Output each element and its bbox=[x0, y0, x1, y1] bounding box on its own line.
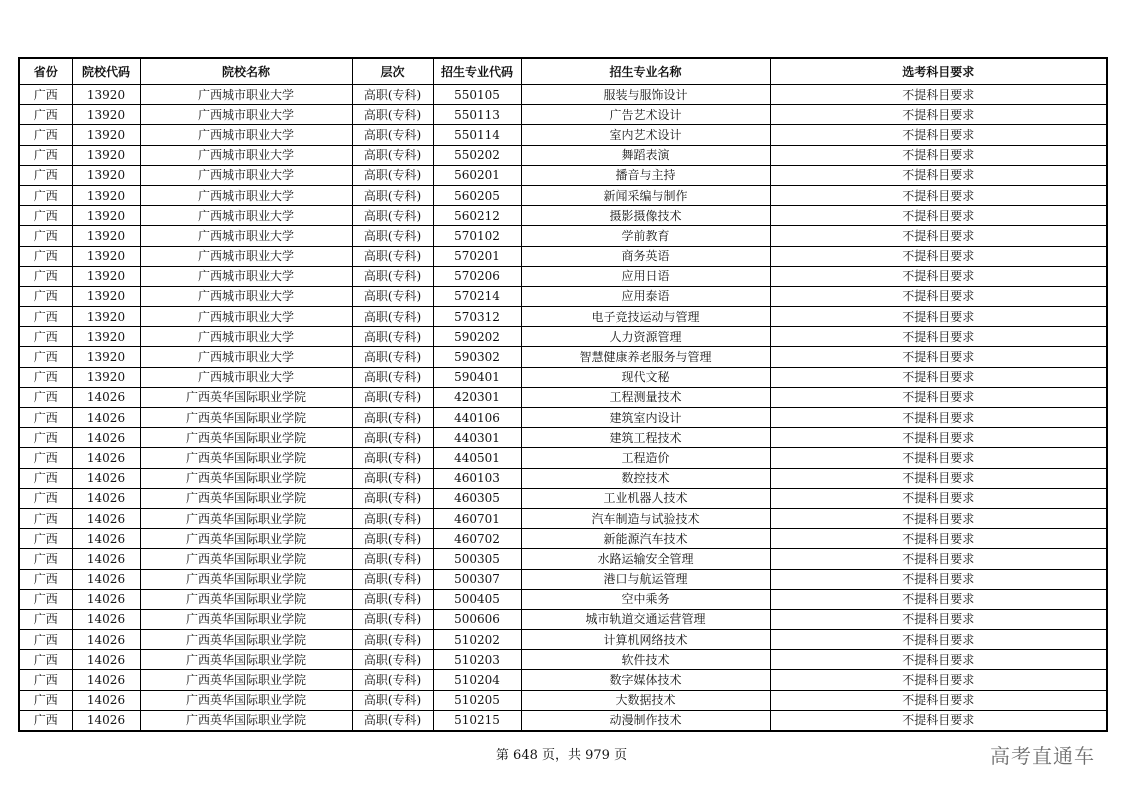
cell-school-name: 广西城市职业大学 bbox=[140, 145, 352, 165]
cell-subject-requirement: 不提科目要求 bbox=[770, 226, 1107, 246]
cell-province: 广西 bbox=[19, 710, 72, 731]
table-row bbox=[19, 347, 1107, 367]
cell-subject-requirement: 不提科目要求 bbox=[770, 286, 1107, 306]
cell-school-name: 广西英华国际职业学院 bbox=[140, 529, 352, 549]
cell-major-code: 460103 bbox=[433, 468, 521, 488]
cell-subject-requirement: 不提科目要求 bbox=[770, 589, 1107, 609]
cell-major-code: 590202 bbox=[433, 327, 521, 347]
cell-subject-requirement: 不提科目要求 bbox=[770, 549, 1107, 569]
cell-major-code: 570102 bbox=[433, 226, 521, 246]
header-level: 层次 bbox=[352, 58, 433, 85]
cell-level: 高职(专科) bbox=[352, 468, 433, 488]
cell-province: 广西 bbox=[19, 105, 72, 125]
cell-major-code: 510202 bbox=[433, 630, 521, 650]
cell-major-code: 570312 bbox=[433, 307, 521, 327]
cell-level: 高职(专科) bbox=[352, 307, 433, 327]
cell-major-code: 500606 bbox=[433, 609, 521, 629]
cell-level: 高职(专科) bbox=[352, 630, 433, 650]
cell-major-name: 电子竞技运动与管理 bbox=[521, 307, 770, 327]
cell-major-name: 舞蹈表演 bbox=[521, 145, 770, 165]
cell-major-code: 550202 bbox=[433, 145, 521, 165]
cell-school-code: 14026 bbox=[72, 468, 140, 488]
cell-subject-requirement: 不提科目要求 bbox=[770, 125, 1107, 145]
header-major-name: 招生专业名称 bbox=[521, 58, 770, 85]
cell-major-code: 440301 bbox=[433, 428, 521, 448]
table-row bbox=[19, 569, 1107, 589]
cell-school-name: 广西城市职业大学 bbox=[140, 327, 352, 347]
cell-school-code: 13920 bbox=[72, 327, 140, 347]
cell-province: 广西 bbox=[19, 589, 72, 609]
cell-subject-requirement: 不提科目要求 bbox=[770, 85, 1107, 105]
cell-major-name: 室内艺术设计 bbox=[521, 125, 770, 145]
cell-subject-requirement: 不提科目要求 bbox=[770, 468, 1107, 488]
cell-subject-requirement: 不提科目要求 bbox=[770, 367, 1107, 387]
cell-level: 高职(专科) bbox=[352, 710, 433, 731]
cell-major-code: 590401 bbox=[433, 367, 521, 387]
cell-level: 高职(专科) bbox=[352, 286, 433, 306]
cell-major-code: 420301 bbox=[433, 387, 521, 407]
cell-major-name: 港口与航运管理 bbox=[521, 569, 770, 589]
cell-school-name: 广西英华国际职业学院 bbox=[140, 428, 352, 448]
header-school-code: 院校代码 bbox=[72, 58, 140, 85]
table-row bbox=[19, 165, 1107, 185]
header-major-code: 招生专业代码 bbox=[433, 58, 521, 85]
page-number: 第 648 页，共 979 页 bbox=[495, 748, 628, 763]
cell-level: 高职(专科) bbox=[352, 408, 433, 428]
cell-province: 广西 bbox=[19, 286, 72, 306]
cell-province: 广西 bbox=[19, 428, 72, 448]
cell-major-name: 数字媒体技术 bbox=[521, 670, 770, 690]
cell-school-code: 13920 bbox=[72, 125, 140, 145]
cell-subject-requirement: 不提科目要求 bbox=[770, 387, 1107, 407]
cell-level: 高职(专科) bbox=[352, 569, 433, 589]
cell-major-code: 550105 bbox=[433, 85, 521, 105]
cell-major-name: 播音与主持 bbox=[521, 165, 770, 185]
cell-school-name: 广西英华国际职业学院 bbox=[140, 670, 352, 690]
cell-level: 高职(专科) bbox=[352, 529, 433, 549]
cell-province: 广西 bbox=[19, 630, 72, 650]
cell-major-code: 560212 bbox=[433, 206, 521, 226]
cell-school-code: 14026 bbox=[72, 549, 140, 569]
cell-subject-requirement: 不提科目要求 bbox=[770, 690, 1107, 710]
cell-level: 高职(专科) bbox=[352, 549, 433, 569]
cell-subject-requirement: 不提科目要求 bbox=[770, 105, 1107, 125]
cell-school-code: 13920 bbox=[72, 307, 140, 327]
cell-major-name: 工程造价 bbox=[521, 448, 770, 468]
cell-province: 广西 bbox=[19, 650, 72, 670]
cell-subject-requirement: 不提科目要求 bbox=[770, 529, 1107, 549]
cell-province: 广西 bbox=[19, 670, 72, 690]
cell-province: 广西 bbox=[19, 367, 72, 387]
cell-major-code: 510204 bbox=[433, 670, 521, 690]
cell-school-code: 13920 bbox=[72, 85, 140, 105]
cell-major-name: 智慧健康养老服务与管理 bbox=[521, 347, 770, 367]
cell-school-code: 14026 bbox=[72, 508, 140, 528]
cell-major-name: 人力资源管理 bbox=[521, 327, 770, 347]
cell-major-name: 汽车制造与试验技术 bbox=[521, 508, 770, 528]
cell-school-code: 14026 bbox=[72, 670, 140, 690]
cell-level: 高职(专科) bbox=[352, 85, 433, 105]
cell-province: 广西 bbox=[19, 690, 72, 710]
cell-school-name: 广西城市职业大学 bbox=[140, 266, 352, 286]
cell-school-code: 14026 bbox=[72, 630, 140, 650]
cell-school-code: 13920 bbox=[72, 266, 140, 286]
cell-major-name: 建筑工程技术 bbox=[521, 428, 770, 448]
cell-major-name: 商务英语 bbox=[521, 246, 770, 266]
cell-level: 高职(专科) bbox=[352, 226, 433, 246]
cell-school-name: 广西英华国际职业学院 bbox=[140, 589, 352, 609]
cell-major-name: 工业机器人技术 bbox=[521, 488, 770, 508]
cell-subject-requirement: 不提科目要求 bbox=[770, 266, 1107, 286]
table-row bbox=[19, 266, 1107, 286]
cell-school-name: 广西英华国际职业学院 bbox=[140, 650, 352, 670]
cell-level: 高职(专科) bbox=[352, 367, 433, 387]
table-row bbox=[19, 690, 1107, 710]
cell-subject-requirement: 不提科目要求 bbox=[770, 488, 1107, 508]
cell-subject-requirement: 不提科目要求 bbox=[770, 569, 1107, 589]
table-row bbox=[19, 327, 1107, 347]
cell-major-name: 空中乘务 bbox=[521, 589, 770, 609]
cell-subject-requirement: 不提科目要求 bbox=[770, 710, 1107, 731]
cell-province: 广西 bbox=[19, 165, 72, 185]
table-row bbox=[19, 488, 1107, 508]
table-row bbox=[19, 710, 1107, 731]
header-province: 省份 bbox=[19, 58, 72, 85]
cell-major-name: 新闻采编与制作 bbox=[521, 185, 770, 205]
cell-province: 广西 bbox=[19, 529, 72, 549]
cell-major-name: 应用日语 bbox=[521, 266, 770, 286]
cell-major-code: 460305 bbox=[433, 488, 521, 508]
table-row bbox=[19, 226, 1107, 246]
cell-school-name: 广西英华国际职业学院 bbox=[140, 549, 352, 569]
cell-province: 广西 bbox=[19, 266, 72, 286]
table-row bbox=[19, 549, 1107, 569]
header-subject-requirement: 选考科目要求 bbox=[770, 58, 1107, 85]
watermark: 高考直通车 bbox=[990, 744, 1095, 768]
cell-school-code: 13920 bbox=[72, 145, 140, 165]
table-row bbox=[19, 609, 1107, 629]
cell-subject-requirement: 不提科目要求 bbox=[770, 448, 1107, 468]
cell-subject-requirement: 不提科目要求 bbox=[770, 650, 1107, 670]
cell-school-name: 广西英华国际职业学院 bbox=[140, 488, 352, 508]
cell-province: 广西 bbox=[19, 549, 72, 569]
cell-subject-requirement: 不提科目要求 bbox=[770, 165, 1107, 185]
cell-province: 广西 bbox=[19, 347, 72, 367]
cell-level: 高职(专科) bbox=[352, 105, 433, 125]
cell-major-name: 工程测量技术 bbox=[521, 387, 770, 407]
cell-major-code: 550114 bbox=[433, 125, 521, 145]
cell-school-name: 广西英华国际职业学院 bbox=[140, 630, 352, 650]
cell-major-code: 500305 bbox=[433, 549, 521, 569]
cell-major-code: 460702 bbox=[433, 529, 521, 549]
cell-major-code: 460701 bbox=[433, 508, 521, 528]
cell-school-code: 14026 bbox=[72, 690, 140, 710]
table-row bbox=[19, 125, 1107, 145]
cell-school-code: 14026 bbox=[72, 488, 140, 508]
table-row bbox=[19, 650, 1107, 670]
cell-level: 高职(专科) bbox=[352, 488, 433, 508]
cell-school-code: 14026 bbox=[72, 428, 140, 448]
cell-major-name: 大数据技术 bbox=[521, 690, 770, 710]
cell-major-code: 570214 bbox=[433, 286, 521, 306]
cell-subject-requirement: 不提科目要求 bbox=[770, 670, 1107, 690]
cell-school-name: 广西英华国际职业学院 bbox=[140, 448, 352, 468]
cell-level: 高职(专科) bbox=[352, 125, 433, 145]
cell-province: 广西 bbox=[19, 609, 72, 629]
cell-major-name: 学前教育 bbox=[521, 226, 770, 246]
cell-major-code: 440106 bbox=[433, 408, 521, 428]
cell-level: 高职(专科) bbox=[352, 448, 433, 468]
table-row bbox=[19, 508, 1107, 528]
cell-school-code: 14026 bbox=[72, 529, 140, 549]
table-row bbox=[19, 145, 1107, 165]
cell-major-name: 软件技术 bbox=[521, 650, 770, 670]
cell-subject-requirement: 不提科目要求 bbox=[770, 508, 1107, 528]
cell-major-code: 500307 bbox=[433, 569, 521, 589]
cell-subject-requirement: 不提科目要求 bbox=[770, 246, 1107, 266]
cell-subject-requirement: 不提科目要求 bbox=[770, 428, 1107, 448]
table-row bbox=[19, 105, 1107, 125]
cell-level: 高职(专科) bbox=[352, 428, 433, 448]
cell-major-code: 570201 bbox=[433, 246, 521, 266]
cell-major-code: 560205 bbox=[433, 185, 521, 205]
table-row bbox=[19, 529, 1107, 549]
cell-school-code: 13920 bbox=[72, 367, 140, 387]
cell-school-name: 广西城市职业大学 bbox=[140, 307, 352, 327]
cell-level: 高职(专科) bbox=[352, 347, 433, 367]
cell-subject-requirement: 不提科目要求 bbox=[770, 408, 1107, 428]
cell-school-name: 广西英华国际职业学院 bbox=[140, 468, 352, 488]
cell-level: 高职(专科) bbox=[352, 670, 433, 690]
table-row bbox=[19, 630, 1107, 650]
cell-major-code: 570206 bbox=[433, 266, 521, 286]
cell-province: 广西 bbox=[19, 448, 72, 468]
cell-school-name: 广西城市职业大学 bbox=[140, 246, 352, 266]
cell-school-name: 广西城市职业大学 bbox=[140, 165, 352, 185]
cell-province: 广西 bbox=[19, 569, 72, 589]
cell-school-code: 13920 bbox=[72, 165, 140, 185]
table-row bbox=[19, 468, 1107, 488]
cell-subject-requirement: 不提科目要求 bbox=[770, 347, 1107, 367]
admissions-table bbox=[18, 57, 1108, 732]
cell-major-code: 510215 bbox=[433, 710, 521, 731]
table-row bbox=[19, 85, 1107, 105]
cell-school-name: 广西英华国际职业学院 bbox=[140, 609, 352, 629]
cell-province: 广西 bbox=[19, 206, 72, 226]
cell-major-code: 510203 bbox=[433, 650, 521, 670]
cell-province: 广西 bbox=[19, 508, 72, 528]
cell-level: 高职(专科) bbox=[352, 387, 433, 407]
cell-school-code: 13920 bbox=[72, 185, 140, 205]
header-school-name: 院校名称 bbox=[140, 58, 352, 85]
cell-level: 高职(专科) bbox=[352, 690, 433, 710]
cell-major-code: 500405 bbox=[433, 589, 521, 609]
cell-major-name: 服装与服饰设计 bbox=[521, 85, 770, 105]
table-body bbox=[19, 85, 1107, 732]
cell-school-code: 13920 bbox=[72, 347, 140, 367]
cell-province: 广西 bbox=[19, 408, 72, 428]
cell-school-code: 14026 bbox=[72, 589, 140, 609]
cell-province: 广西 bbox=[19, 85, 72, 105]
cell-school-code: 14026 bbox=[72, 650, 140, 670]
cell-school-name: 广西城市职业大学 bbox=[140, 185, 352, 205]
cell-subject-requirement: 不提科目要求 bbox=[770, 630, 1107, 650]
cell-school-code: 13920 bbox=[72, 105, 140, 125]
table-row bbox=[19, 185, 1107, 205]
cell-province: 广西 bbox=[19, 307, 72, 327]
cell-subject-requirement: 不提科目要求 bbox=[770, 327, 1107, 347]
cell-subject-requirement: 不提科目要求 bbox=[770, 609, 1107, 629]
table-row bbox=[19, 367, 1107, 387]
cell-level: 高职(专科) bbox=[352, 327, 433, 347]
table-row bbox=[19, 589, 1107, 609]
cell-major-name: 现代文秘 bbox=[521, 367, 770, 387]
header-row bbox=[19, 58, 1107, 85]
cell-school-name: 广西城市职业大学 bbox=[140, 347, 352, 367]
cell-subject-requirement: 不提科目要求 bbox=[770, 145, 1107, 165]
cell-school-code: 14026 bbox=[72, 387, 140, 407]
cell-school-name: 广西城市职业大学 bbox=[140, 286, 352, 306]
cell-major-name: 摄影摄像技术 bbox=[521, 206, 770, 226]
cell-level: 高职(专科) bbox=[352, 206, 433, 226]
cell-province: 广西 bbox=[19, 327, 72, 347]
cell-level: 高职(专科) bbox=[352, 609, 433, 629]
table-row bbox=[19, 670, 1107, 690]
cell-level: 高职(专科) bbox=[352, 145, 433, 165]
cell-major-name: 建筑室内设计 bbox=[521, 408, 770, 428]
cell-school-name: 广西城市职业大学 bbox=[140, 125, 352, 145]
table-row bbox=[19, 286, 1107, 306]
cell-subject-requirement: 不提科目要求 bbox=[770, 307, 1107, 327]
table-row bbox=[19, 428, 1107, 448]
cell-level: 高职(专科) bbox=[352, 246, 433, 266]
cell-province: 广西 bbox=[19, 226, 72, 246]
cell-level: 高职(专科) bbox=[352, 650, 433, 670]
cell-major-name: 水路运输安全管理 bbox=[521, 549, 770, 569]
cell-school-code: 13920 bbox=[72, 226, 140, 246]
cell-school-code: 13920 bbox=[72, 206, 140, 226]
cell-level: 高职(专科) bbox=[352, 589, 433, 609]
cell-school-code: 13920 bbox=[72, 246, 140, 266]
cell-school-name: 广西英华国际职业学院 bbox=[140, 508, 352, 528]
cell-school-name: 广西英华国际职业学院 bbox=[140, 569, 352, 589]
cell-major-name: 新能源汽车技术 bbox=[521, 529, 770, 549]
table-row bbox=[19, 206, 1107, 226]
cell-major-name: 数控技术 bbox=[521, 468, 770, 488]
cell-school-name: 广西城市职业大学 bbox=[140, 206, 352, 226]
cell-major-code: 510205 bbox=[433, 690, 521, 710]
cell-school-name: 广西城市职业大学 bbox=[140, 226, 352, 246]
cell-major-code: 590302 bbox=[433, 347, 521, 367]
cell-major-name: 应用泰语 bbox=[521, 286, 770, 306]
cell-school-name: 广西城市职业大学 bbox=[140, 367, 352, 387]
cell-school-name: 广西城市职业大学 bbox=[140, 85, 352, 105]
cell-province: 广西 bbox=[19, 185, 72, 205]
cell-province: 广西 bbox=[19, 488, 72, 508]
cell-level: 高职(专科) bbox=[352, 266, 433, 286]
cell-major-code: 560201 bbox=[433, 165, 521, 185]
cell-school-code: 14026 bbox=[72, 609, 140, 629]
table-row bbox=[19, 408, 1107, 428]
cell-province: 广西 bbox=[19, 246, 72, 266]
cell-school-code: 14026 bbox=[72, 710, 140, 731]
cell-school-name: 广西英华国际职业学院 bbox=[140, 690, 352, 710]
cell-major-name: 动漫制作技术 bbox=[521, 710, 770, 731]
cell-province: 广西 bbox=[19, 387, 72, 407]
cell-level: 高职(专科) bbox=[352, 165, 433, 185]
cell-major-name: 广告艺术设计 bbox=[521, 105, 770, 125]
cell-major-name: 城市轨道交通运营管理 bbox=[521, 609, 770, 629]
cell-province: 广西 bbox=[19, 125, 72, 145]
cell-province: 广西 bbox=[19, 468, 72, 488]
cell-school-code: 14026 bbox=[72, 448, 140, 468]
table-row bbox=[19, 307, 1107, 327]
cell-level: 高职(专科) bbox=[352, 508, 433, 528]
cell-school-name: 广西英华国际职业学院 bbox=[140, 710, 352, 731]
cell-major-name: 计算机网络技术 bbox=[521, 630, 770, 650]
cell-subject-requirement: 不提科目要求 bbox=[770, 185, 1107, 205]
cell-school-code: 13920 bbox=[72, 286, 140, 306]
cell-major-code: 550113 bbox=[433, 105, 521, 125]
cell-province: 广西 bbox=[19, 145, 72, 165]
cell-level: 高职(专科) bbox=[352, 185, 433, 205]
table-row bbox=[19, 448, 1107, 468]
table-row bbox=[19, 246, 1107, 266]
cell-school-name: 广西英华国际职业学院 bbox=[140, 387, 352, 407]
cell-school-code: 14026 bbox=[72, 569, 140, 589]
cell-school-name: 广西城市职业大学 bbox=[140, 105, 352, 125]
cell-school-code: 14026 bbox=[72, 408, 140, 428]
cell-school-name: 广西英华国际职业学院 bbox=[140, 408, 352, 428]
cell-subject-requirement: 不提科目要求 bbox=[770, 206, 1107, 226]
table-row bbox=[19, 387, 1107, 407]
cell-major-code: 440501 bbox=[433, 448, 521, 468]
